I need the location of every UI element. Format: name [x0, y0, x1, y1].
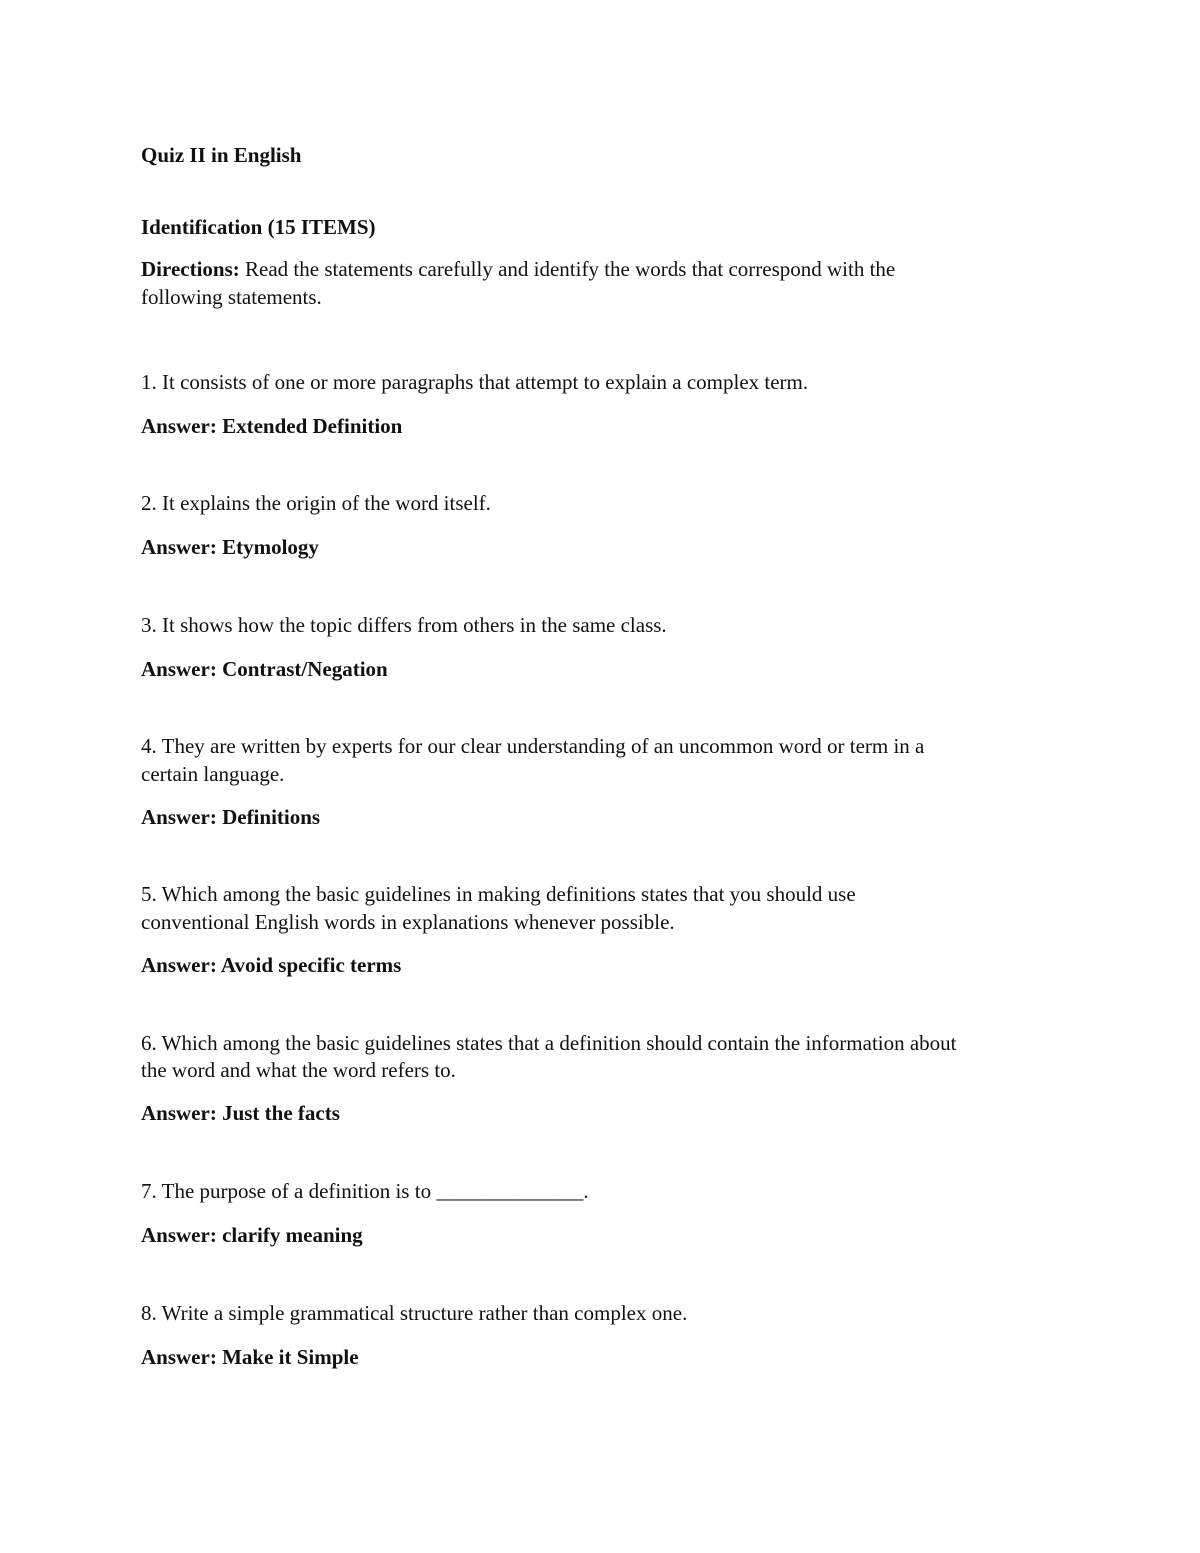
answer-label: Answer:: [141, 414, 217, 438]
answer-text: Make it Simple: [216, 1345, 359, 1369]
answer-5: [141, 952, 401, 978]
answer-7: [141, 1222, 363, 1248]
question-6-line-1: 6. Which among the basic guidelines states that a definition should contain the information about: [141, 1031, 957, 1055]
answer-2: [141, 534, 319, 560]
answer-4: [141, 804, 320, 830]
answer-3: [141, 656, 388, 682]
answer-label: Answer:: [141, 1345, 217, 1369]
answer-8: [141, 1344, 359, 1370]
answer-1: [141, 413, 402, 439]
answer-label: Answer:: [141, 805, 217, 829]
answer-text: clarify meaning: [216, 1223, 363, 1247]
question-6-line-2: the word and what the word refers to.: [141, 1058, 456, 1082]
question-4-line-1: 4. They are written by experts for our clear understanding of an uncommon word or term in a: [141, 734, 925, 758]
answer-label: Answer:: [141, 1101, 217, 1125]
directions-line-1: [141, 256, 895, 282]
directions-line-2: following statements.: [141, 285, 322, 309]
question-3: 3. It shows how the topic differs from others in the same class.: [141, 613, 667, 637]
question-5-line-1: 5. Which among the basic guidelines in making definitions states that you should use: [141, 882, 856, 906]
question-2: 2. It explains the origin of the word itself.: [141, 491, 491, 515]
directions-label: Directions:: [141, 257, 240, 281]
section-heading: Identification (15 ITEMS): [141, 215, 376, 239]
question-4-line-2: certain language.: [141, 762, 285, 786]
answer-text: Avoid specific terms: [216, 953, 402, 977]
answer-text: Just the facts: [216, 1101, 340, 1125]
answer-6: [141, 1100, 340, 1126]
page-title: Quiz II in English: [141, 143, 302, 167]
answer-label: Answer:: [141, 535, 217, 559]
answer-text: Etymology: [216, 535, 319, 559]
question-8: 8. Write a simple grammatical structure rather than complex one.: [141, 1301, 688, 1325]
answer-label: Answer:: [141, 657, 217, 681]
answer-text: Contrast/Negation: [216, 657, 388, 681]
question-7: 7. The purpose of a definition is to ______________.: [141, 1179, 589, 1203]
question-1: 1. It consists of one or more paragraphs that attempt to explain a complex term.: [141, 370, 809, 394]
directions-text: Read the statements carefully and identify the words that correspond with the: [239, 257, 896, 281]
answer-label: Answer:: [141, 1223, 217, 1247]
answer-label: Answer:: [141, 953, 217, 977]
answer-text: Extended Definition: [216, 414, 403, 438]
question-5-line-2: conventional English words in explanations whenever possible.: [141, 910, 675, 934]
answer-text: Definitions: [216, 805, 321, 829]
